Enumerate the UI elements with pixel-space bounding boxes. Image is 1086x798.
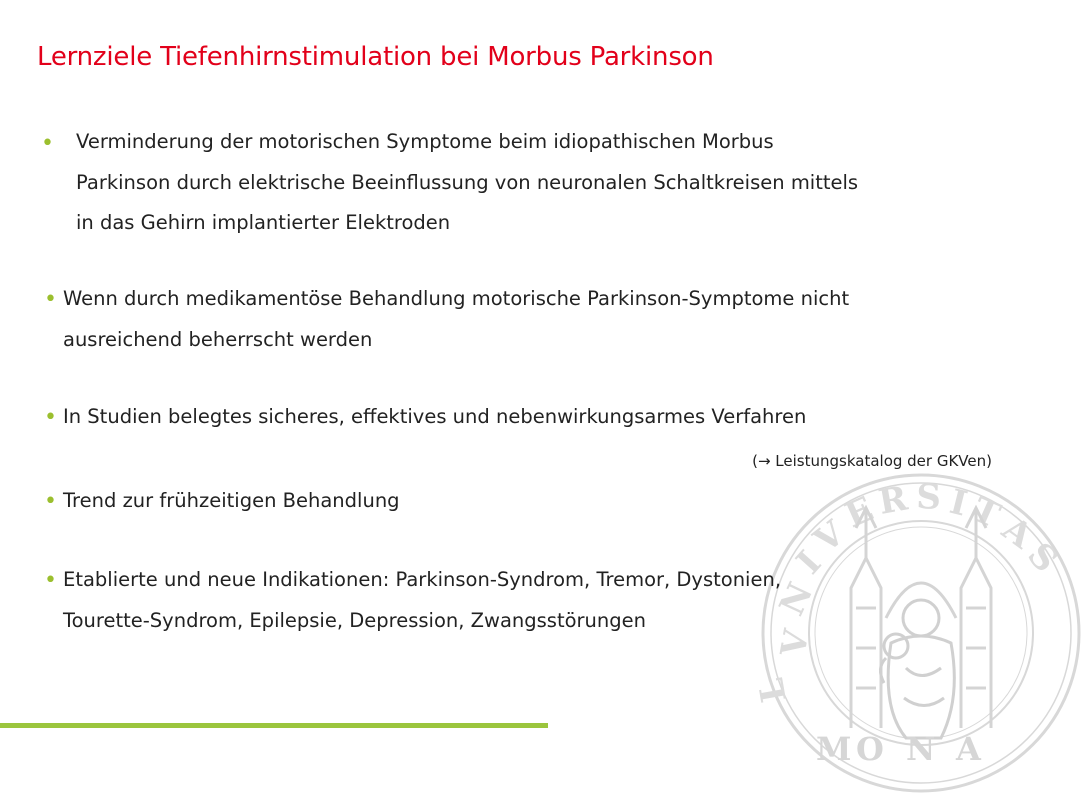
bullet-icon: • (44, 405, 57, 430)
svg-text:L: L (751, 674, 795, 706)
svg-text:I: I (945, 481, 971, 525)
bullet-1-line-3: in das Gehirn implantierter Elektroden (76, 211, 451, 234)
svg-text:O: O (856, 730, 884, 768)
bullet-4-text (63, 481, 400, 522)
svg-text:E: E (839, 489, 880, 537)
bullet-1-line-1: Verminderung der motorischen Symptome beim idiopathischen Morbus (76, 130, 774, 153)
footer-accent-line (0, 723, 548, 728)
svg-text:V: V (773, 626, 818, 660)
svg-text:N: N (771, 576, 822, 622)
svg-text:S: S (915, 477, 942, 518)
svg-text:N: N (906, 730, 936, 768)
bullet-icon: • (44, 287, 57, 312)
svg-text:T: T (966, 489, 1006, 537)
source-note: (→ Leistungskatalog der GKVen) (752, 452, 992, 470)
bullet-4-line-1: Trend zur frühzeitigen Behandlung (63, 489, 400, 512)
bullet-2-line-2: ausreichend beherrscht werden (63, 327, 373, 351)
university-seal-icon (751, 468, 1086, 798)
bullet-1-line-2: Parkinson durch elektrische Beeinflussung von neuronalen Schaltkreisen mittels (76, 170, 859, 194)
svg-text:R: R (875, 478, 911, 523)
svg-text:I: I (788, 543, 830, 583)
bullet-icon: • (44, 489, 57, 514)
bullet-5-line-1: Etablierte und neue Indikationen: Parkinson-Syndrom, Tremor, Dystonien, (63, 568, 782, 591)
svg-text:M: M (816, 730, 852, 768)
bullet-icon: • (44, 568, 57, 593)
bullet-5-line-2: Tourette-Syndrom, Epilepsie, Depression, Zwangsstörungen (63, 608, 647, 632)
bullet-3-text (63, 397, 806, 438)
bullet-icon: • (41, 131, 54, 156)
svg-text:S: S (1019, 535, 1066, 581)
bullet-5-text (63, 560, 781, 641)
bullet-2-line-1: Wenn durch medikamentöse Behandlung motorische Parkinson-Symptome nicht (63, 287, 850, 310)
bullet-3-line-1: In Studien belegtes sicheres, effektives und nebenwirkungsarmes Verfahren (63, 405, 807, 428)
svg-text:A: A (994, 508, 1040, 557)
svg-text:V: V (806, 513, 853, 562)
slide-title: Lernziele Tiefenhirnstimulation bei Morbus Parkinson (37, 42, 714, 72)
bullet-2-text (63, 279, 849, 360)
bullet-1-text (76, 122, 858, 244)
svg-text:A: A (956, 730, 981, 768)
